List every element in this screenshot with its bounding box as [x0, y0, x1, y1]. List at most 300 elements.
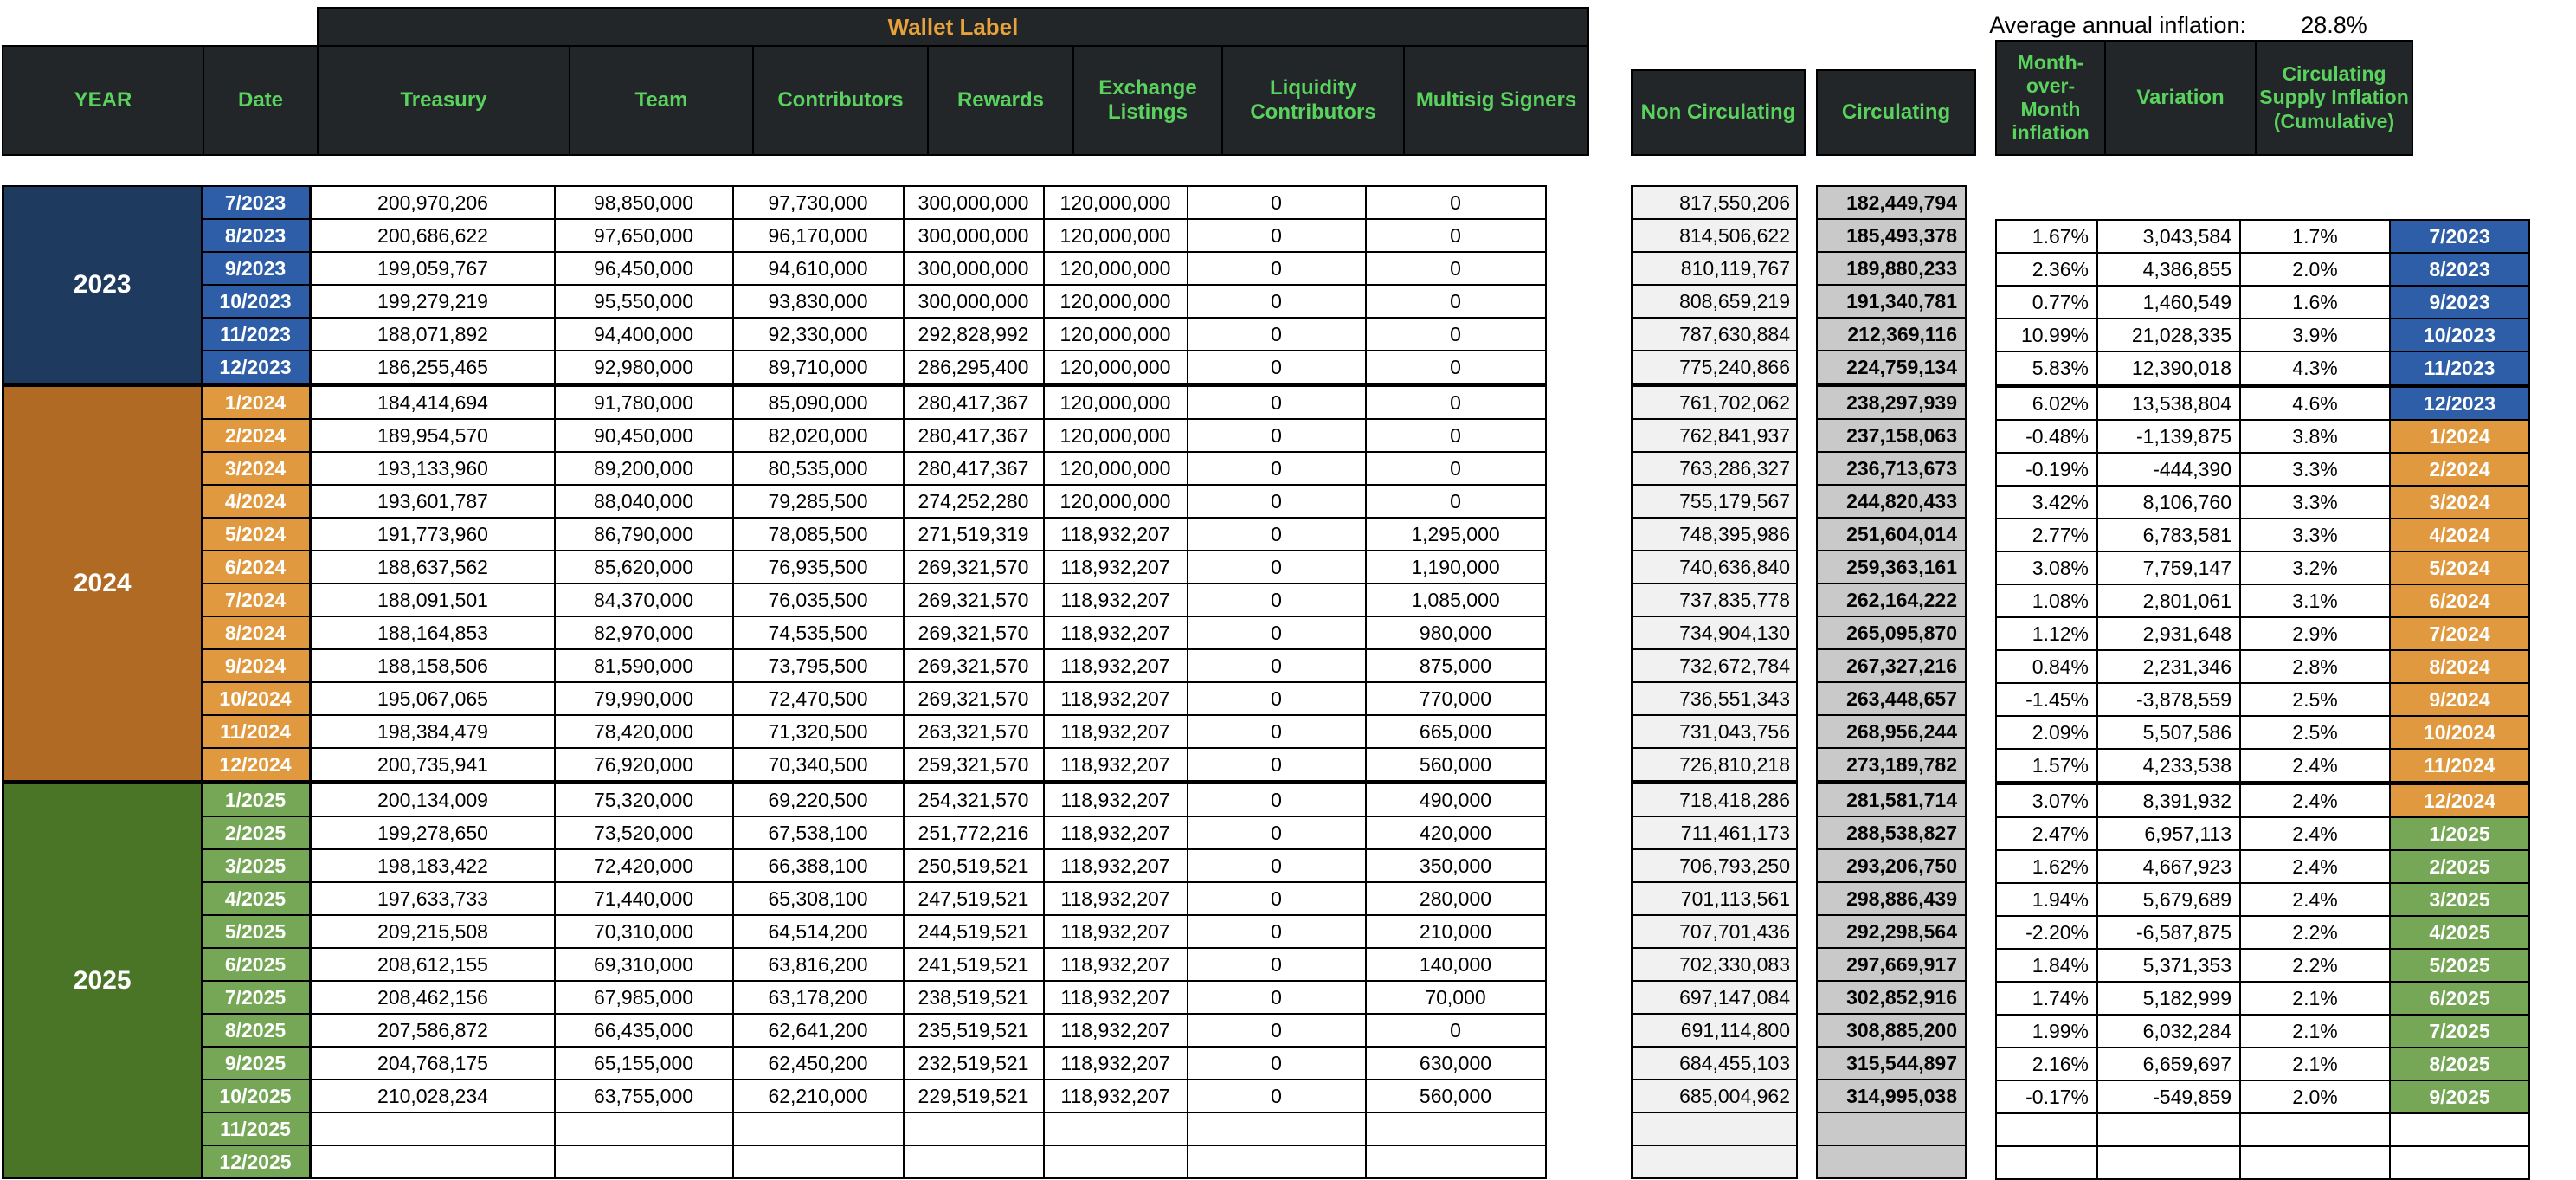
treasury-cell[interactable]: [311, 1112, 555, 1145]
cumulative-inflation-cell[interactable]: 2.4%: [2240, 850, 2390, 883]
circulating-cell[interactable]: 314,995,038: [1817, 1080, 1966, 1112]
exchange-cell[interactable]: 120,000,000: [1044, 452, 1188, 485]
team-cell[interactable]: 67,985,000: [555, 981, 733, 1014]
header-liquidity-contributors[interactable]: Liquidity Contributors: [1221, 45, 1405, 156]
contributors-cell[interactable]: [733, 1145, 904, 1178]
date-cell[interactable]: 2/2024: [202, 419, 311, 452]
contributors-cell[interactable]: 69,220,500: [733, 783, 904, 817]
team-cell[interactable]: 65,155,000: [555, 1047, 733, 1080]
date-cell[interactable]: 1/2025: [202, 783, 311, 817]
cumulative-inflation-cell[interactable]: [2240, 1113, 2390, 1146]
mom-inflation-cell[interactable]: 1.62%: [1996, 850, 2097, 883]
circulating-cell[interactable]: 273,189,782: [1817, 748, 1966, 783]
multisig-cell[interactable]: 210,000: [1366, 915, 1546, 948]
mom-inflation-cell[interactable]: -0.17%: [1996, 1080, 2097, 1113]
contributors-cell[interactable]: 74,535,500: [733, 616, 904, 649]
team-cell[interactable]: 90,450,000: [555, 419, 733, 452]
mom-inflation-cell[interactable]: 5.83%: [1996, 351, 2097, 386]
contributors-cell[interactable]: 97,730,000: [733, 186, 904, 219]
rewards-cell[interactable]: 269,321,570: [904, 584, 1044, 616]
mom-inflation-cell[interactable]: 1.67%: [1996, 220, 2097, 253]
variation-cell[interactable]: [2097, 1113, 2240, 1146]
liquidity-cell[interactable]: 0: [1188, 915, 1366, 948]
multisig-cell[interactable]: 420,000: [1366, 816, 1546, 849]
mom-inflation-cell[interactable]: [1996, 1113, 2097, 1146]
multisig-cell[interactable]: 0: [1366, 219, 1546, 252]
ref-date-cell[interactable]: 8/2024: [2390, 650, 2529, 683]
treasury-cell[interactable]: 210,028,234: [311, 1080, 555, 1112]
variation-cell[interactable]: 4,386,855: [2097, 253, 2240, 286]
team-cell[interactable]: 94,400,000: [555, 318, 733, 351]
cumulative-inflation-cell[interactable]: 4.3%: [2240, 351, 2390, 386]
date-cell[interactable]: 10/2024: [202, 682, 311, 715]
team-cell[interactable]: 91,780,000: [555, 385, 733, 420]
exchange-cell[interactable]: 118,932,207: [1044, 1047, 1188, 1080]
mom-inflation-cell[interactable]: -0.19%: [1996, 453, 2097, 486]
ref-date-cell[interactable]: 11/2023: [2390, 351, 2529, 386]
liquidity-cell[interactable]: 0: [1188, 419, 1366, 452]
multisig-cell[interactable]: 560,000: [1366, 1080, 1546, 1112]
liquidity-cell[interactable]: 0: [1188, 981, 1366, 1014]
liquidity-cell[interactable]: 0: [1188, 1014, 1366, 1047]
header-non-circulating[interactable]: Non Circulating: [1631, 69, 1806, 156]
contributors-cell[interactable]: 79,285,500: [733, 485, 904, 518]
team-cell[interactable]: 97,650,000: [555, 219, 733, 252]
cumulative-inflation-cell[interactable]: 3.8%: [2240, 420, 2390, 453]
ref-date-cell[interactable]: 10/2023: [2390, 319, 2529, 351]
treasury-cell[interactable]: 198,183,422: [311, 849, 555, 882]
liquidity-cell[interactable]: 0: [1188, 748, 1366, 783]
rewards-cell[interactable]: 300,000,000: [904, 252, 1044, 285]
rewards-cell[interactable]: 269,321,570: [904, 682, 1044, 715]
exchange-cell[interactable]: 120,000,000: [1044, 385, 1188, 420]
contributors-cell[interactable]: 71,320,500: [733, 715, 904, 748]
liquidity-cell[interactable]: 0: [1188, 715, 1366, 748]
cumulative-inflation-cell[interactable]: 2.1%: [2240, 982, 2390, 1015]
exchange-cell[interactable]: 118,932,207: [1044, 682, 1188, 715]
multisig-cell[interactable]: 1,190,000: [1366, 551, 1546, 584]
variation-cell[interactable]: 2,801,061: [2097, 584, 2240, 617]
liquidity-cell[interactable]: 0: [1188, 186, 1366, 219]
circulating-cell[interactable]: 224,759,134: [1817, 351, 1966, 385]
rewards-cell[interactable]: 292,828,992: [904, 318, 1044, 351]
non-circulating-cell[interactable]: 707,701,436: [1632, 915, 1797, 948]
ref-date-cell[interactable]: 8/2023: [2390, 253, 2529, 286]
team-cell[interactable]: 76,920,000: [555, 748, 733, 783]
rewards-cell[interactable]: 280,417,367: [904, 452, 1044, 485]
treasury-cell[interactable]: 204,768,175: [311, 1047, 555, 1080]
non-circulating-cell[interactable]: 731,043,756: [1632, 715, 1797, 748]
liquidity-cell[interactable]: 0: [1188, 551, 1366, 584]
circulating-cell[interactable]: 182,449,794: [1817, 186, 1966, 219]
rewards-cell[interactable]: 229,519,521: [904, 1080, 1044, 1112]
date-cell[interactable]: 9/2025: [202, 1047, 311, 1080]
exchange-cell[interactable]: 118,932,207: [1044, 715, 1188, 748]
liquidity-cell[interactable]: 0: [1188, 385, 1366, 420]
rewards-cell[interactable]: 235,519,521: [904, 1014, 1044, 1047]
header-contributors[interactable]: Contributors: [752, 45, 929, 156]
cumulative-inflation-cell[interactable]: 3.2%: [2240, 551, 2390, 584]
rewards-cell[interactable]: 247,519,521: [904, 882, 1044, 915]
multisig-cell[interactable]: 70,000: [1366, 981, 1546, 1014]
circulating-cell[interactable]: 265,095,870: [1817, 616, 1966, 649]
non-circulating-cell[interactable]: 702,330,083: [1632, 948, 1797, 981]
treasury-cell[interactable]: 207,586,872: [311, 1014, 555, 1047]
mom-inflation-cell[interactable]: 2.36%: [1996, 253, 2097, 286]
multisig-cell[interactable]: 0: [1366, 318, 1546, 351]
team-cell[interactable]: 85,620,000: [555, 551, 733, 584]
multisig-cell[interactable]: 0: [1366, 485, 1546, 518]
liquidity-cell[interactable]: 0: [1188, 882, 1366, 915]
header-variation[interactable]: Variation: [2104, 40, 2257, 156]
team-cell[interactable]: 84,370,000: [555, 584, 733, 616]
exchange-cell[interactable]: 120,000,000: [1044, 252, 1188, 285]
multisig-cell[interactable]: 0: [1366, 252, 1546, 285]
exchange-cell[interactable]: 118,932,207: [1044, 748, 1188, 783]
ref-date-cell[interactable]: 4/2025: [2390, 916, 2529, 949]
liquidity-cell[interactable]: 0: [1188, 783, 1366, 817]
contributors-cell[interactable]: 67,538,100: [733, 816, 904, 849]
treasury-cell[interactable]: 195,067,065: [311, 682, 555, 715]
date-cell[interactable]: 7/2025: [202, 981, 311, 1014]
non-circulating-cell[interactable]: 736,551,343: [1632, 682, 1797, 715]
variation-cell[interactable]: 3,043,584: [2097, 220, 2240, 253]
non-circulating-cell[interactable]: 787,630,884: [1632, 318, 1797, 351]
cumulative-inflation-cell[interactable]: 3.1%: [2240, 584, 2390, 617]
circulating-cell[interactable]: 237,158,063: [1817, 419, 1966, 452]
mom-inflation-cell[interactable]: -1.45%: [1996, 683, 2097, 716]
rewards-cell[interactable]: 286,295,400: [904, 351, 1044, 385]
mom-inflation-cell[interactable]: 0.84%: [1996, 650, 2097, 683]
rewards-cell[interactable]: 259,321,570: [904, 748, 1044, 783]
ref-date-cell[interactable]: 6/2025: [2390, 982, 2529, 1015]
team-cell[interactable]: 88,040,000: [555, 485, 733, 518]
variation-cell[interactable]: 1,460,549: [2097, 286, 2240, 319]
date-cell[interactable]: 9/2023: [202, 252, 311, 285]
header-cumulative-inflation[interactable]: Circulating Supply Inflation (Cumulative): [2255, 40, 2413, 156]
treasury-cell[interactable]: 193,601,787: [311, 485, 555, 518]
non-circulating-cell[interactable]: 697,147,084: [1632, 981, 1797, 1014]
team-cell[interactable]: 73,520,000: [555, 816, 733, 849]
contributors-cell[interactable]: 92,330,000: [733, 318, 904, 351]
exchange-cell[interactable]: 120,000,000: [1044, 485, 1188, 518]
header-treasury[interactable]: Treasury: [317, 45, 570, 156]
mom-inflation-cell[interactable]: 3.08%: [1996, 551, 2097, 584]
header-date[interactable]: Date: [203, 45, 319, 156]
team-cell[interactable]: 78,420,000: [555, 715, 733, 748]
cumulative-inflation-cell[interactable]: 2.9%: [2240, 617, 2390, 650]
non-circulating-cell[interactable]: 761,702,062: [1632, 385, 1797, 420]
non-circulating-cell[interactable]: 701,113,561: [1632, 882, 1797, 915]
cumulative-inflation-cell[interactable]: 2.4%: [2240, 883, 2390, 916]
year-2024-cell[interactable]: 2024: [3, 385, 202, 783]
treasury-cell[interactable]: 199,278,650: [311, 816, 555, 849]
cumulative-inflation-cell[interactable]: 2.1%: [2240, 1015, 2390, 1048]
exchange-cell[interactable]: 120,000,000: [1044, 318, 1188, 351]
mom-inflation-cell[interactable]: 10.99%: [1996, 319, 2097, 351]
multisig-cell[interactable]: 140,000: [1366, 948, 1546, 981]
treasury-cell[interactable]: 209,215,508: [311, 915, 555, 948]
contributors-cell[interactable]: 70,340,500: [733, 748, 904, 783]
mom-inflation-cell[interactable]: 1.94%: [1996, 883, 2097, 916]
circulating-cell[interactable]: 189,880,233: [1817, 252, 1966, 285]
cumulative-inflation-cell[interactable]: 4.6%: [2240, 386, 2390, 421]
non-circulating-cell[interactable]: 685,004,962: [1632, 1080, 1797, 1112]
team-cell[interactable]: 72,420,000: [555, 849, 733, 882]
non-circulating-cell[interactable]: 734,904,130: [1632, 616, 1797, 649]
non-circulating-cell[interactable]: 684,455,103: [1632, 1047, 1797, 1080]
rewards-cell[interactable]: 238,519,521: [904, 981, 1044, 1014]
treasury-cell[interactable]: 188,158,506: [311, 649, 555, 682]
variation-cell[interactable]: 5,679,689: [2097, 883, 2240, 916]
rewards-cell[interactable]: 254,321,570: [904, 783, 1044, 817]
multisig-cell[interactable]: 770,000: [1366, 682, 1546, 715]
treasury-cell[interactable]: 188,091,501: [311, 584, 555, 616]
circulating-cell[interactable]: 308,885,200: [1817, 1014, 1966, 1047]
ref-date-cell[interactable]: 2/2024: [2390, 453, 2529, 486]
ref-date-cell[interactable]: 7/2024: [2390, 617, 2529, 650]
date-cell[interactable]: 10/2025: [202, 1080, 311, 1112]
circulating-cell[interactable]: 259,363,161: [1817, 551, 1966, 584]
non-circulating-cell[interactable]: 810,119,767: [1632, 252, 1797, 285]
date-cell[interactable]: 6/2024: [202, 551, 311, 584]
cumulative-inflation-cell[interactable]: 2.0%: [2240, 253, 2390, 286]
rewards-cell[interactable]: 271,519,319: [904, 518, 1044, 551]
ref-date-cell[interactable]: 9/2024: [2390, 683, 2529, 716]
circulating-cell[interactable]: [1817, 1145, 1966, 1178]
non-circulating-cell[interactable]: 706,793,250: [1632, 849, 1797, 882]
mom-inflation-cell[interactable]: 3.07%: [1996, 783, 2097, 818]
liquidity-cell[interactable]: 0: [1188, 584, 1366, 616]
liquidity-cell[interactable]: 0: [1188, 816, 1366, 849]
date-cell[interactable]: 3/2025: [202, 849, 311, 882]
multisig-cell[interactable]: 0: [1366, 186, 1546, 219]
multisig-cell[interactable]: 980,000: [1366, 616, 1546, 649]
variation-cell[interactable]: 2,931,648: [2097, 617, 2240, 650]
circulating-cell[interactable]: 251,604,014: [1817, 518, 1966, 551]
date-cell[interactable]: 12/2025: [202, 1145, 311, 1178]
date-cell[interactable]: 11/2025: [202, 1112, 311, 1145]
exchange-cell[interactable]: 120,000,000: [1044, 186, 1188, 219]
non-circulating-cell[interactable]: 748,395,986: [1632, 518, 1797, 551]
multisig-cell[interactable]: 0: [1366, 419, 1546, 452]
multisig-cell[interactable]: 0: [1366, 452, 1546, 485]
cumulative-inflation-cell[interactable]: 2.0%: [2240, 1080, 2390, 1113]
ref-date-cell[interactable]: 11/2024: [2390, 749, 2529, 783]
circulating-cell[interactable]: 297,669,917: [1817, 948, 1966, 981]
variation-cell[interactable]: 2,231,346: [2097, 650, 2240, 683]
liquidity-cell[interactable]: 0: [1188, 948, 1366, 981]
contributors-cell[interactable]: 62,641,200: [733, 1014, 904, 1047]
exchange-cell[interactable]: [1044, 1145, 1188, 1178]
header-team[interactable]: Team: [569, 45, 754, 156]
liquidity-cell[interactable]: 0: [1188, 1047, 1366, 1080]
cumulative-inflation-cell[interactable]: 2.5%: [2240, 683, 2390, 716]
exchange-cell[interactable]: 120,000,000: [1044, 219, 1188, 252]
ref-date-cell[interactable]: 6/2024: [2390, 584, 2529, 617]
mom-inflation-cell[interactable]: 2.09%: [1996, 716, 2097, 749]
contributors-cell[interactable]: 64,514,200: [733, 915, 904, 948]
cumulative-inflation-cell[interactable]: 2.4%: [2240, 817, 2390, 850]
date-cell[interactable]: 3/2024: [202, 452, 311, 485]
circulating-cell[interactable]: [1817, 1112, 1966, 1145]
team-cell[interactable]: 92,980,000: [555, 351, 733, 385]
variation-cell[interactable]: 6,659,697: [2097, 1048, 2240, 1080]
variation-cell[interactable]: -1,139,875: [2097, 420, 2240, 453]
mom-inflation-cell[interactable]: 2.47%: [1996, 817, 2097, 850]
contributors-cell[interactable]: 96,170,000: [733, 219, 904, 252]
contributors-cell[interactable]: 76,035,500: [733, 584, 904, 616]
cumulative-inflation-cell[interactable]: 1.7%: [2240, 220, 2390, 253]
non-circulating-cell[interactable]: [1632, 1145, 1797, 1178]
ref-date-cell[interactable]: 9/2023: [2390, 286, 2529, 319]
treasury-cell[interactable]: 184,414,694: [311, 385, 555, 420]
multisig-cell[interactable]: [1366, 1112, 1546, 1145]
rewards-cell[interactable]: [904, 1145, 1044, 1178]
date-cell[interactable]: 4/2024: [202, 485, 311, 518]
contributors-cell[interactable]: 85,090,000: [733, 385, 904, 420]
treasury-cell[interactable]: 198,384,479: [311, 715, 555, 748]
circulating-cell[interactable]: 281,581,714: [1817, 783, 1966, 817]
liquidity-cell[interactable]: 0: [1188, 1080, 1366, 1112]
mom-inflation-cell[interactable]: 1.57%: [1996, 749, 2097, 783]
multisig-cell[interactable]: 280,000: [1366, 882, 1546, 915]
mom-inflation-cell[interactable]: 6.02%: [1996, 386, 2097, 421]
contributors-cell[interactable]: 78,085,500: [733, 518, 904, 551]
treasury-cell[interactable]: 200,134,009: [311, 783, 555, 817]
variation-cell[interactable]: -6,587,875: [2097, 916, 2240, 949]
non-circulating-cell[interactable]: 814,506,622: [1632, 219, 1797, 252]
rewards-cell[interactable]: 263,321,570: [904, 715, 1044, 748]
treasury-cell[interactable]: 199,279,219: [311, 285, 555, 318]
liquidity-cell[interactable]: 0: [1188, 649, 1366, 682]
multisig-cell[interactable]: 1,295,000: [1366, 518, 1546, 551]
liquidity-cell[interactable]: [1188, 1145, 1366, 1178]
cumulative-inflation-cell[interactable]: 3.9%: [2240, 319, 2390, 351]
exchange-cell[interactable]: [1044, 1112, 1188, 1145]
treasury-cell[interactable]: [311, 1145, 555, 1178]
treasury-cell[interactable]: 200,735,941: [311, 748, 555, 783]
non-circulating-cell[interactable]: 691,114,800: [1632, 1014, 1797, 1047]
date-cell[interactable]: 5/2024: [202, 518, 311, 551]
treasury-cell[interactable]: 193,133,960: [311, 452, 555, 485]
mom-inflation-cell[interactable]: -2.20%: [1996, 916, 2097, 949]
header-mom-inflation[interactable]: Month-over-Month inflation: [1995, 40, 2106, 156]
mom-inflation-cell[interactable]: 1.84%: [1996, 949, 2097, 982]
cumulative-inflation-cell[interactable]: [2240, 1146, 2390, 1179]
exchange-cell[interactable]: 118,932,207: [1044, 1080, 1188, 1112]
cumulative-inflation-cell[interactable]: 2.4%: [2240, 783, 2390, 818]
rewards-cell[interactable]: 300,000,000: [904, 285, 1044, 318]
year-2025-cell[interactable]: 2025: [3, 783, 202, 1179]
variation-cell[interactable]: 12,390,018: [2097, 351, 2240, 386]
rewards-cell[interactable]: 251,772,216: [904, 816, 1044, 849]
cumulative-inflation-cell[interactable]: 2.2%: [2240, 916, 2390, 949]
date-cell[interactable]: 6/2025: [202, 948, 311, 981]
ref-date-cell[interactable]: 3/2024: [2390, 486, 2529, 519]
liquidity-cell[interactable]: 0: [1188, 616, 1366, 649]
ref-date-cell[interactable]: 3/2025: [2390, 883, 2529, 916]
non-circulating-cell[interactable]: 711,461,173: [1632, 816, 1797, 849]
contributors-cell[interactable]: [733, 1112, 904, 1145]
liquidity-cell[interactable]: 0: [1188, 219, 1366, 252]
non-circulating-cell[interactable]: 726,810,218: [1632, 748, 1797, 783]
circulating-cell[interactable]: 293,206,750: [1817, 849, 1966, 882]
date-cell[interactable]: 5/2025: [202, 915, 311, 948]
circulating-cell[interactable]: 268,956,244: [1817, 715, 1966, 748]
ref-date-cell[interactable]: 2/2025: [2390, 850, 2529, 883]
variation-cell[interactable]: -549,859: [2097, 1080, 2240, 1113]
multisig-cell[interactable]: 0: [1366, 1014, 1546, 1047]
variation-cell[interactable]: 8,391,932: [2097, 783, 2240, 818]
mom-inflation-cell[interactable]: 0.77%: [1996, 286, 2097, 319]
mom-inflation-cell[interactable]: 2.77%: [1996, 519, 2097, 551]
treasury-cell[interactable]: 200,686,622: [311, 219, 555, 252]
non-circulating-cell[interactable]: 718,418,286: [1632, 783, 1797, 817]
date-cell[interactable]: 4/2025: [202, 882, 311, 915]
date-cell[interactable]: 12/2023: [202, 351, 311, 385]
exchange-cell[interactable]: 118,932,207: [1044, 1014, 1188, 1047]
circulating-cell[interactable]: 288,538,827: [1817, 816, 1966, 849]
date-cell[interactable]: 11/2023: [202, 318, 311, 351]
variation-cell[interactable]: -444,390: [2097, 453, 2240, 486]
circulating-cell[interactable]: 236,713,673: [1817, 452, 1966, 485]
header-year[interactable]: YEAR: [2, 45, 204, 156]
cumulative-inflation-cell[interactable]: 2.5%: [2240, 716, 2390, 749]
liquidity-cell[interactable]: 0: [1188, 285, 1366, 318]
contributors-cell[interactable]: 62,210,000: [733, 1080, 904, 1112]
exchange-cell[interactable]: 120,000,000: [1044, 351, 1188, 385]
date-cell[interactable]: 12/2024: [202, 748, 311, 783]
date-cell[interactable]: 8/2023: [202, 219, 311, 252]
contributors-cell[interactable]: 66,388,100: [733, 849, 904, 882]
ref-date-cell[interactable]: 12/2023: [2390, 386, 2529, 421]
rewards-cell[interactable]: 269,321,570: [904, 649, 1044, 682]
contributors-cell[interactable]: 93,830,000: [733, 285, 904, 318]
contributors-cell[interactable]: 72,470,500: [733, 682, 904, 715]
rewards-cell[interactable]: 280,417,367: [904, 385, 1044, 420]
rewards-cell[interactable]: 280,417,367: [904, 419, 1044, 452]
date-cell[interactable]: 8/2024: [202, 616, 311, 649]
ref-date-cell[interactable]: 4/2024: [2390, 519, 2529, 551]
liquidity-cell[interactable]: 0: [1188, 452, 1366, 485]
team-cell[interactable]: 63,755,000: [555, 1080, 733, 1112]
treasury-cell[interactable]: 200,970,206: [311, 186, 555, 219]
team-cell[interactable]: 70,310,000: [555, 915, 733, 948]
variation-cell[interactable]: 8,106,760: [2097, 486, 2240, 519]
avg-annual-inflation-value[interactable]: 28.8%: [2301, 12, 2367, 38]
treasury-cell[interactable]: 197,633,733: [311, 882, 555, 915]
variation-cell[interactable]: 4,233,538: [2097, 749, 2240, 783]
avg-annual-inflation-label[interactable]: Average annual inflation:: [1989, 12, 2246, 38]
circulating-cell[interactable]: 212,369,116: [1817, 318, 1966, 351]
contributors-cell[interactable]: 80,535,000: [733, 452, 904, 485]
cumulative-inflation-cell[interactable]: 3.3%: [2240, 453, 2390, 486]
variation-cell[interactable]: 6,783,581: [2097, 519, 2240, 551]
mom-inflation-cell[interactable]: 1.12%: [1996, 617, 2097, 650]
contributors-cell[interactable]: 63,816,200: [733, 948, 904, 981]
non-circulating-cell[interactable]: 775,240,866: [1632, 351, 1797, 385]
multisig-cell[interactable]: 1,085,000: [1366, 584, 1546, 616]
treasury-cell[interactable]: 199,059,767: [311, 252, 555, 285]
cumulative-inflation-cell[interactable]: 2.4%: [2240, 749, 2390, 783]
circulating-cell[interactable]: 298,886,439: [1817, 882, 1966, 915]
ref-date-cell[interactable]: 8/2025: [2390, 1048, 2529, 1080]
non-circulating-cell[interactable]: 740,636,840: [1632, 551, 1797, 584]
rewards-cell[interactable]: 232,519,521: [904, 1047, 1044, 1080]
header-rewards[interactable]: Rewards: [927, 45, 1074, 156]
non-circulating-cell[interactable]: [1632, 1112, 1797, 1145]
